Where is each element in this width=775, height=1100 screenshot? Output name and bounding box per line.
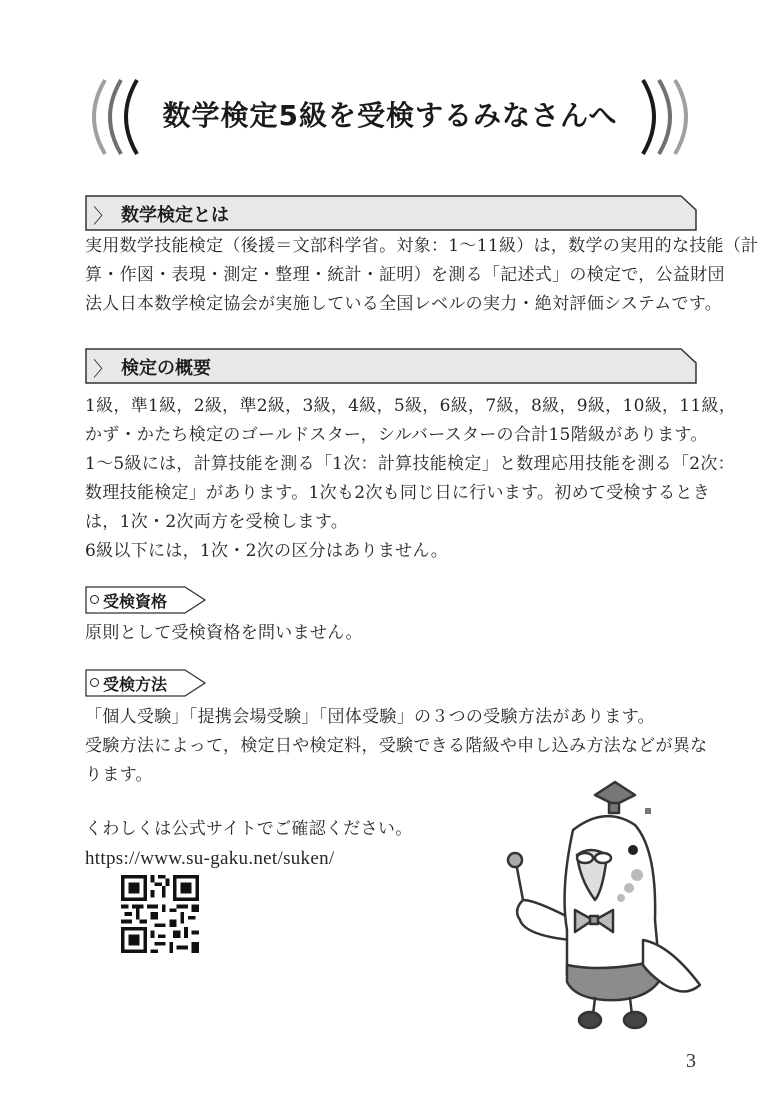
text-line: 算・作図・表現・測定・整理・統計・証明）を測る「記述式」の検定で，公益財団 [85,265,725,285]
site-note: くわしくは公式サイトでご確認ください。 [85,819,413,839]
text-line: ります。 [85,765,153,785]
chevron-right-icon: 〉 [93,204,113,228]
section-header-about [85,195,697,231]
text-line: 「個人受験」「提携会場受験」「団体受験」の３つの受験方法があります。 [85,707,655,727]
chevron-right-icon: 〉 [93,357,113,381]
text-line: 実用数学技能検定（後援＝文部科学省。対象：1～11級）は，数学の実用的な技能（計 [85,236,759,256]
section-body-about [85,232,759,319]
section-heading: 検定の概要 [121,358,211,379]
bird-mascot-illustration [495,770,710,1035]
page-title: 数学検定5級を受検するみなさんへ [162,99,618,132]
subheading-label: 受検方法 [103,675,168,694]
site-url-link[interactable]: https://www.su-gaku.net/suken/ [85,848,335,869]
text-line: 法人日本数学検定協会が実施している全国レベルの実力・絶対評価システムです。 [85,294,723,314]
circle-icon [90,678,99,687]
page-title-block [75,72,705,162]
page-number: 3 [686,1050,696,1072]
subheading-method [85,669,210,697]
section-body-overview [85,392,737,566]
text-line: 受験方法によって，検定日や検定料，受験できる階級や申し込み方法などが異な [85,736,708,756]
subheading-label: 受検資格 [103,592,168,611]
text-line: 原則として受検資格を問いません。 [85,623,363,643]
eligibility-body [85,619,710,648]
text-line: かず・かたち検定のゴールドスター，シルバースターの合計15階級があります。 [85,425,708,445]
right-brackets-icon [625,72,705,162]
qr-code-icon[interactable] [120,875,200,953]
text-line: 1～5級には，計算技能を測る「1次：計算技能検定」と数理応用技能を測る「2次： [85,454,735,474]
subheading-eligibility [85,586,210,614]
section-header-overview [85,348,697,384]
section-heading: 数学検定とは [121,205,229,226]
text-line: は，1次・2次両方を受検します。 [85,512,349,532]
circle-icon [90,595,99,604]
text-line: 6級以下には，1次・2次の区分はありません。 [85,541,449,561]
text-line: 数理技能検定」があります。1次も2次も同じ日に行います。初めて受検するとき [85,483,711,503]
text-line: 1級，準1級，2級，準2級，3級，4級，5級，6級，7級，8級，9級，10級，11級， [85,396,737,416]
